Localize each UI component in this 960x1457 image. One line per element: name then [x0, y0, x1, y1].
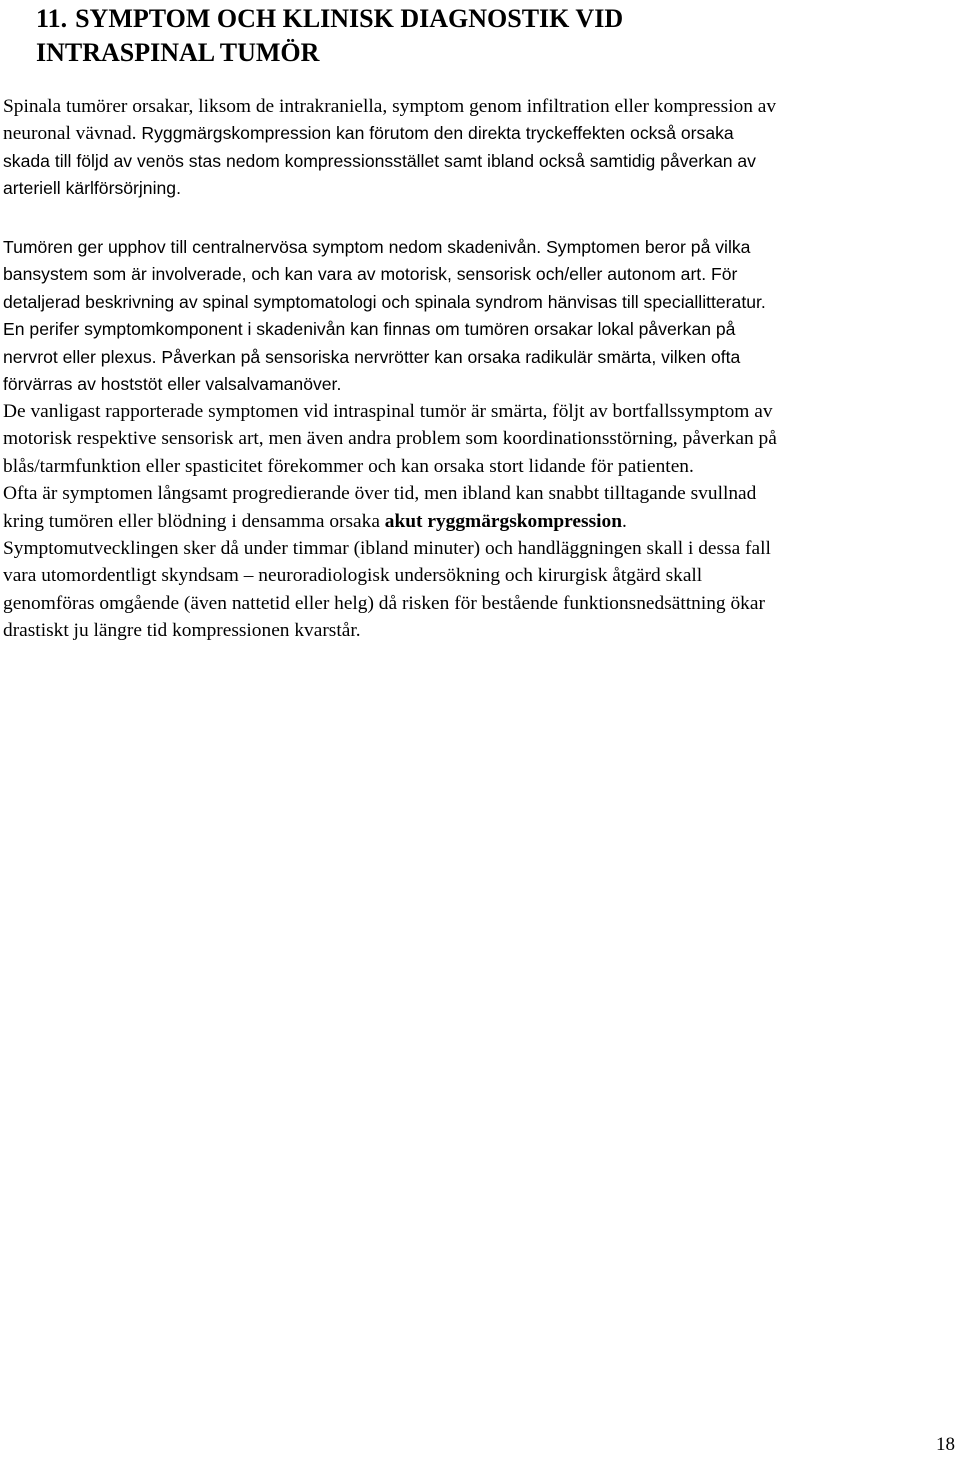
- heading-line-1: 11. SYMPTOM OCH KLINISK DIAGNOSTIK VID: [36, 4, 624, 33]
- paragraph-intro: [3, 93, 958, 203]
- text-line: kring tumören eller blödning i densamma orsaka akut ryggmärgskompression.: [3, 510, 627, 532]
- text-line: De vanligast rapporterade symptomen vid intraspinal tumör är smärta, följt av bortfallssymptom av: [3, 401, 773, 422]
- paragraph-clinical: [3, 398, 958, 645]
- text-line: detaljerad beskrivning av spinal symptomatologi och spinala syndrom hänvisas till speciallitteratur.: [3, 291, 766, 312]
- text-line: Tumören ger upphov till centralnervösa symptom nedom skadenivån. Symptomen beror på vilka: [3, 237, 751, 257]
- text-line: blås/tarmfunktion eller spasticitet förekommer och kan orsaka stort lidande för patienten.: [3, 455, 694, 477]
- emphasis-text: akut ryggmärgskompression: [384, 510, 622, 532]
- heading-line-2: INTRASPINAL TUMÖR: [36, 38, 320, 67]
- text-line: nervrot eller plexus. Påverkan på sensoriska nervrötter kan orsaka radikulär smärta, vilken ofta: [3, 346, 741, 367]
- text-line: motorisk respektive sensorisk art, men även andra problem som koordinationsstörning, påverkan på: [3, 428, 777, 450]
- text-line: genomföras omgående (även nattetid eller helg) då risken för bestående funktionsnedsättning ökar: [3, 592, 765, 614]
- text-line: neuronal vävnad. Ryggmärgskompression kan förutom den direkta tryckeffekten också orsaka: [3, 123, 734, 145]
- text-line: Spinala tumörer orsakar, liksom de intrakraniella, symptom genom infiltration eller kompression av: [3, 96, 777, 117]
- text-line: vara utomordentligt skyndsam – neuroradiologisk undersökning och kirurgisk åtgärd skall: [3, 565, 703, 587]
- text-line: drastiskt ju längre tid kompressionen kvarstår.: [3, 620, 361, 642]
- text-line: Symptomutvecklingen sker då under timmar (ibland minuter) och handläggningen skall i dessa fall: [3, 538, 771, 560]
- paragraph-symptoms: [3, 234, 958, 398]
- text-line: förvärras av hoststöt eller valsalvamanöver.: [3, 374, 342, 395]
- text-line: bansystem som är involverade, och kan vara av motorisk, sensorisk och/eller autonom art. För: [3, 264, 738, 285]
- text-line: En perifer symptomkomponent i skadenivån kan finnas om tumören orsakar lokal påverkan på: [3, 319, 736, 340]
- text-line: skada till följd av venös stas nedom kompressionsstället samt ibland också samtidig påverkan av: [3, 150, 756, 171]
- section-heading: [36, 2, 936, 70]
- page-number: 18: [936, 1434, 955, 1455]
- section-number: 11.: [36, 4, 68, 33]
- text-line: Ofta är symptomen långsamt progredierande över tid, men ibland kan snabbt tilltagande svullnad: [3, 483, 757, 505]
- text-line: arteriell kärlförsörjning.: [3, 178, 181, 199]
